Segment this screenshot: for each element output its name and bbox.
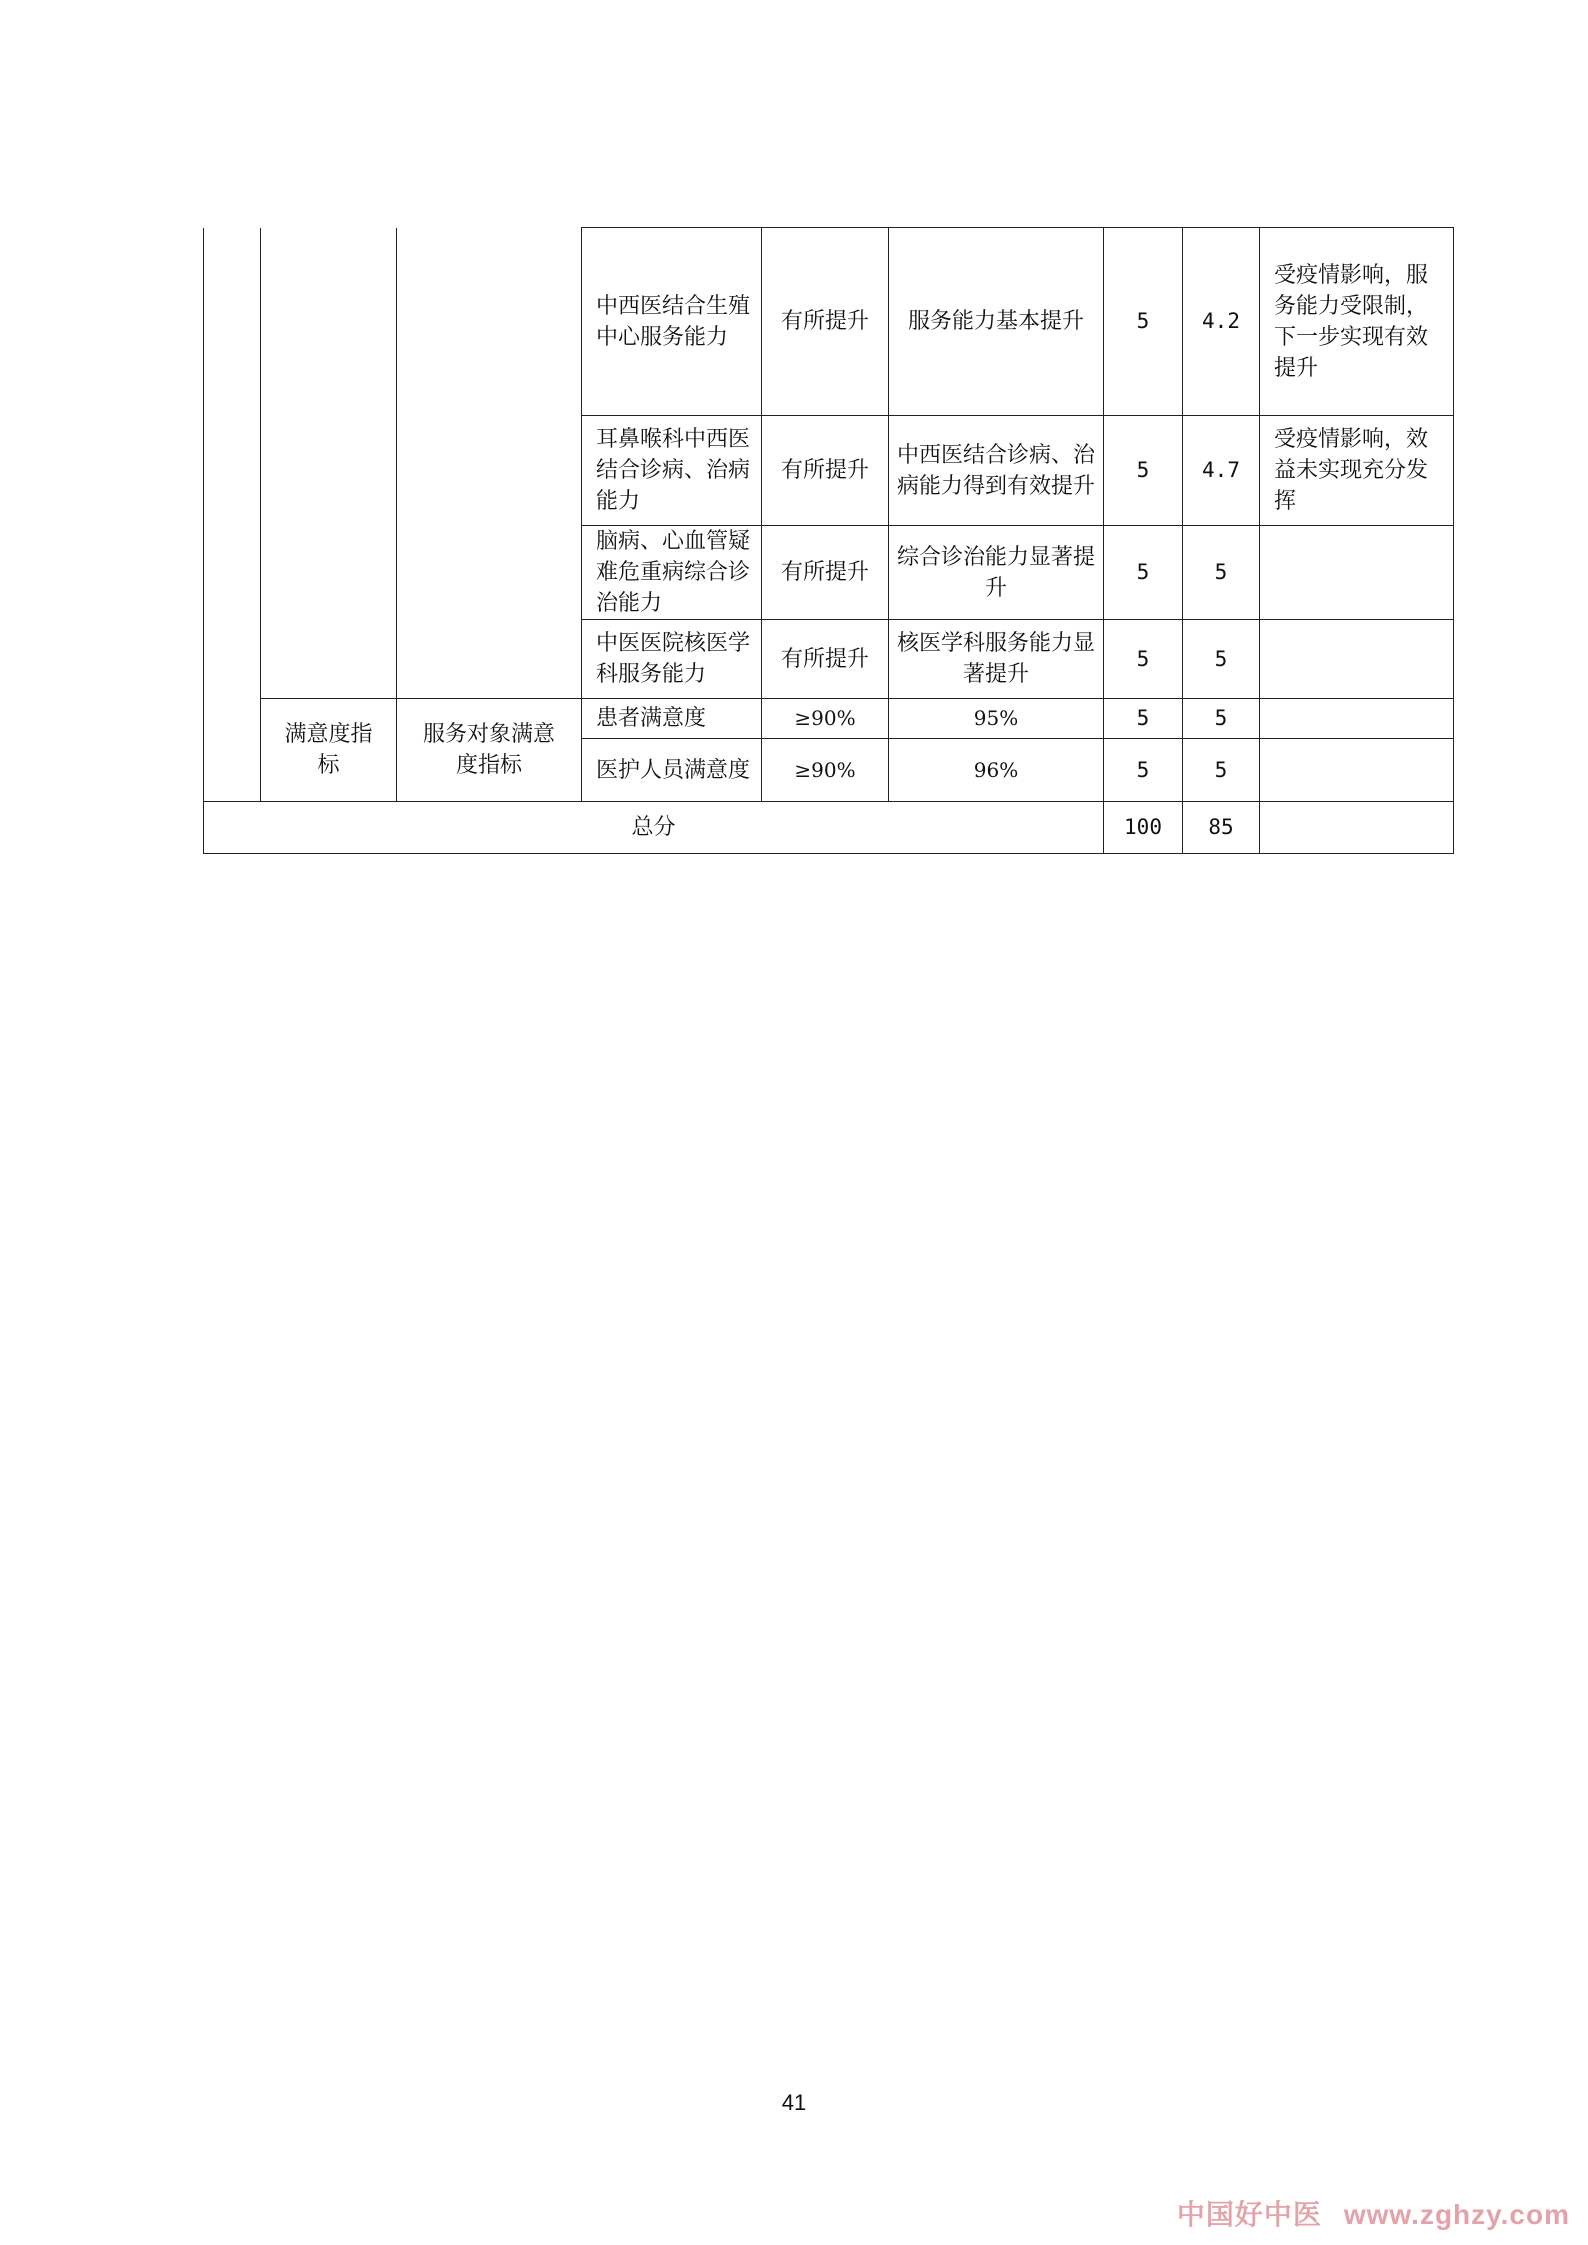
score-value: 5 [1183, 739, 1260, 802]
indicator-name: 医护人员满意度 [582, 739, 762, 802]
score-value: 5 [1183, 620, 1260, 699]
table-row [204, 228, 1454, 416]
target-value: 有所提升 [762, 416, 889, 526]
actual-value: 服务能力基本提升 [889, 228, 1104, 416]
actual-value: 96% [889, 739, 1104, 802]
total-row [204, 802, 1454, 854]
weight-value: 5 [1104, 526, 1183, 620]
deviation-note: 受疫情影响，服务能力受限制，下一步实现有效提升 [1260, 228, 1454, 416]
indicator-name: 中医医院核医学科服务能力 [582, 620, 762, 699]
indicator-name: 耳鼻喉科中西医结合诊病、治病能力 [582, 416, 762, 526]
watermark-brand: 中国好中医 [1176, 2199, 1322, 2230]
total-label: 总分 [204, 802, 1104, 854]
weight-value: 5 [1104, 228, 1183, 416]
indicator-name: 中西医结合生殖中心服务能力 [582, 228, 762, 416]
weight-value: 5 [1104, 620, 1183, 699]
performance-table [203, 227, 1454, 854]
weight-value: 5 [1104, 739, 1183, 802]
actual-value: 中西医结合诊病、治病能力得到有效提升 [889, 416, 1104, 526]
satisfaction-level3-cell: 服务对象满意度指标 [397, 699, 582, 802]
satisfaction-level2-cell: 满意度指标 [261, 699, 397, 802]
table-row [204, 699, 1454, 739]
total-weight: 100 [1104, 802, 1183, 854]
score-value: 4.2 [1183, 228, 1260, 416]
actual-value: 核医学科服务能力显著提升 [889, 620, 1104, 699]
target-value: ≥90% [762, 739, 889, 802]
deviation-note: 受疫情影响，效益未实现充分发挥 [1260, 416, 1454, 526]
target-value: 有所提升 [762, 526, 889, 620]
actual-value: 95% [889, 699, 1104, 739]
target-value: 有所提升 [762, 228, 889, 416]
level2-indicator-cell [261, 228, 397, 699]
score-value: 5 [1183, 526, 1260, 620]
weight-value: 5 [1104, 699, 1183, 739]
watermark [1177, 2193, 1570, 2233]
deviation-note [1260, 699, 1454, 739]
level3-indicator-cell [397, 228, 582, 699]
indicator-name: 脑病、心血管疑难危重病综合诊治能力 [582, 526, 762, 620]
deviation-note [1260, 526, 1454, 620]
score-value: 4.7 [1183, 416, 1260, 526]
deviation-note [1260, 739, 1454, 802]
target-value: ≥90% [762, 699, 889, 739]
page-number: 41 [781, 2090, 807, 2115]
weight-value: 5 [1104, 416, 1183, 526]
actual-value: 综合诊治能力显著提升 [889, 526, 1104, 620]
indicator-name: 患者满意度 [582, 699, 762, 739]
total-note [1260, 802, 1454, 854]
watermark-url: www.zghzy.com [1343, 2199, 1570, 2230]
deviation-note [1260, 620, 1454, 699]
score-value: 5 [1183, 699, 1260, 739]
target-value: 有所提升 [762, 620, 889, 699]
level1-indicator-cell [204, 228, 261, 802]
total-score: 85 [1183, 802, 1260, 854]
